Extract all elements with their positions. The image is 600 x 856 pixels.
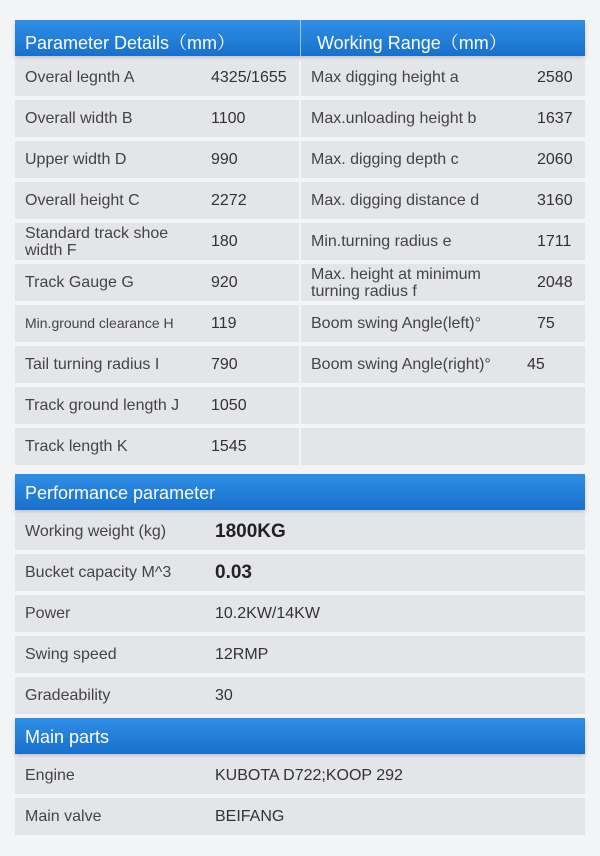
perf-value: 30 bbox=[215, 686, 233, 704]
right-cell-empty bbox=[301, 428, 585, 465]
range-value: 2048 bbox=[537, 273, 573, 291]
range-value: 2580 bbox=[537, 68, 573, 86]
full-cell bbox=[15, 636, 585, 673]
full-cell bbox=[15, 595, 585, 632]
left-cell bbox=[15, 182, 299, 219]
right-cell bbox=[301, 141, 585, 178]
table-row bbox=[15, 757, 585, 794]
table-row bbox=[15, 595, 585, 632]
perf-value: 1800KG bbox=[215, 520, 286, 542]
param-value: 990 bbox=[211, 150, 238, 168]
part-value: KUBOTA D722;KOOP 292 bbox=[215, 766, 403, 784]
range-value: 75 bbox=[537, 314, 555, 332]
param-label: Standard track shoe width F bbox=[25, 224, 169, 259]
left-cell bbox=[15, 264, 299, 301]
perf-label: Swing speed bbox=[25, 646, 117, 663]
table-row bbox=[15, 182, 585, 219]
right-cell bbox=[301, 346, 585, 383]
right-cell bbox=[301, 182, 585, 219]
right-cell bbox=[301, 305, 585, 342]
parameter-details-title: Parameter Details（mm） bbox=[25, 33, 236, 53]
param-value: 2272 bbox=[211, 191, 247, 209]
range-label: Boom swing Angle(left)° bbox=[311, 315, 482, 332]
perf-value: 10.2KW/14KW bbox=[215, 604, 320, 622]
range-value: 1711 bbox=[537, 232, 572, 250]
param-value: 119 bbox=[211, 314, 237, 332]
table-row bbox=[15, 387, 585, 424]
right-cell bbox=[301, 223, 585, 260]
full-cell bbox=[15, 513, 585, 550]
perf-label: Working weight (kg) bbox=[25, 523, 167, 540]
param-value: 1100 bbox=[211, 109, 246, 127]
right-cell bbox=[301, 59, 585, 96]
range-label: Max. height at minimum turning radius f bbox=[311, 265, 481, 300]
param-label: Track length K bbox=[25, 438, 128, 455]
dimensions-header bbox=[15, 20, 585, 56]
param-label: Track Gauge G bbox=[25, 274, 134, 291]
table-row bbox=[15, 141, 585, 178]
param-value: 1545 bbox=[211, 437, 247, 455]
range-label: Boom swing Angle(right)° bbox=[311, 356, 491, 373]
perf-label: Power bbox=[25, 605, 71, 622]
table-row bbox=[15, 428, 585, 465]
param-value: 790 bbox=[211, 355, 238, 373]
perf-label: Bucket capacity M^3 bbox=[25, 564, 172, 581]
range-value: 3160 bbox=[537, 191, 573, 209]
right-cell bbox=[301, 264, 585, 301]
param-value: 920 bbox=[211, 273, 238, 291]
table-row bbox=[15, 264, 585, 301]
table-row bbox=[15, 346, 585, 383]
param-label: Overal legnth A bbox=[25, 69, 135, 86]
table-row bbox=[15, 305, 585, 342]
left-cell bbox=[15, 100, 299, 137]
full-cell bbox=[15, 554, 585, 591]
working-range-title: Working Range（mm） bbox=[317, 33, 507, 53]
table-row bbox=[15, 513, 585, 550]
part-label: Main valve bbox=[25, 808, 102, 825]
left-cell bbox=[15, 141, 299, 178]
left-cell bbox=[15, 428, 299, 465]
param-label: Track ground length J bbox=[25, 397, 180, 414]
table-row bbox=[15, 798, 585, 835]
param-label: Upper width D bbox=[25, 151, 127, 168]
param-value: 4325/1655 bbox=[211, 68, 287, 86]
param-label: Min.ground clearance H bbox=[25, 315, 174, 331]
param-label: Tail turning radius I bbox=[25, 356, 160, 373]
table-row bbox=[15, 59, 585, 96]
param-value: 180 bbox=[211, 232, 238, 250]
left-cell bbox=[15, 305, 299, 342]
main-parts-title: Main parts bbox=[25, 727, 110, 747]
table-row bbox=[15, 677, 585, 714]
performance-title: Performance parameter bbox=[25, 483, 216, 503]
table-row bbox=[15, 554, 585, 591]
full-cell bbox=[15, 798, 585, 835]
param-value: 1050 bbox=[211, 396, 247, 414]
table-row bbox=[15, 223, 585, 260]
right-cell bbox=[301, 100, 585, 137]
left-cell bbox=[15, 59, 299, 96]
param-label: Overall height C bbox=[25, 192, 140, 209]
main-parts-header bbox=[15, 718, 585, 754]
part-value: BEIFANG bbox=[215, 807, 285, 825]
range-value: 2060 bbox=[537, 150, 573, 168]
range-label: Max.unloading height b bbox=[311, 110, 477, 127]
table-row bbox=[15, 100, 585, 137]
range-label: Max. digging depth c bbox=[311, 151, 459, 168]
param-label: Overall width B bbox=[25, 110, 133, 127]
table-row bbox=[15, 636, 585, 673]
left-cell bbox=[15, 223, 299, 260]
right-cell-empty bbox=[301, 387, 585, 424]
perf-value: 12RMP bbox=[215, 645, 269, 663]
full-cell bbox=[15, 757, 585, 794]
perf-value: 0.03 bbox=[215, 561, 252, 583]
range-value: 1637 bbox=[537, 109, 573, 127]
range-label: Max digging height a bbox=[311, 69, 459, 86]
left-cell bbox=[15, 346, 299, 383]
range-label: Min.turning radius e bbox=[311, 233, 452, 250]
part-label: Engine bbox=[25, 767, 75, 784]
range-value: 45 bbox=[527, 355, 545, 373]
range-label: Max. digging distance d bbox=[311, 192, 480, 209]
left-cell bbox=[15, 387, 299, 424]
header-divider bbox=[300, 20, 301, 56]
perf-label: Gradeability bbox=[25, 687, 111, 704]
performance-header bbox=[15, 474, 585, 510]
full-cell bbox=[15, 677, 585, 714]
